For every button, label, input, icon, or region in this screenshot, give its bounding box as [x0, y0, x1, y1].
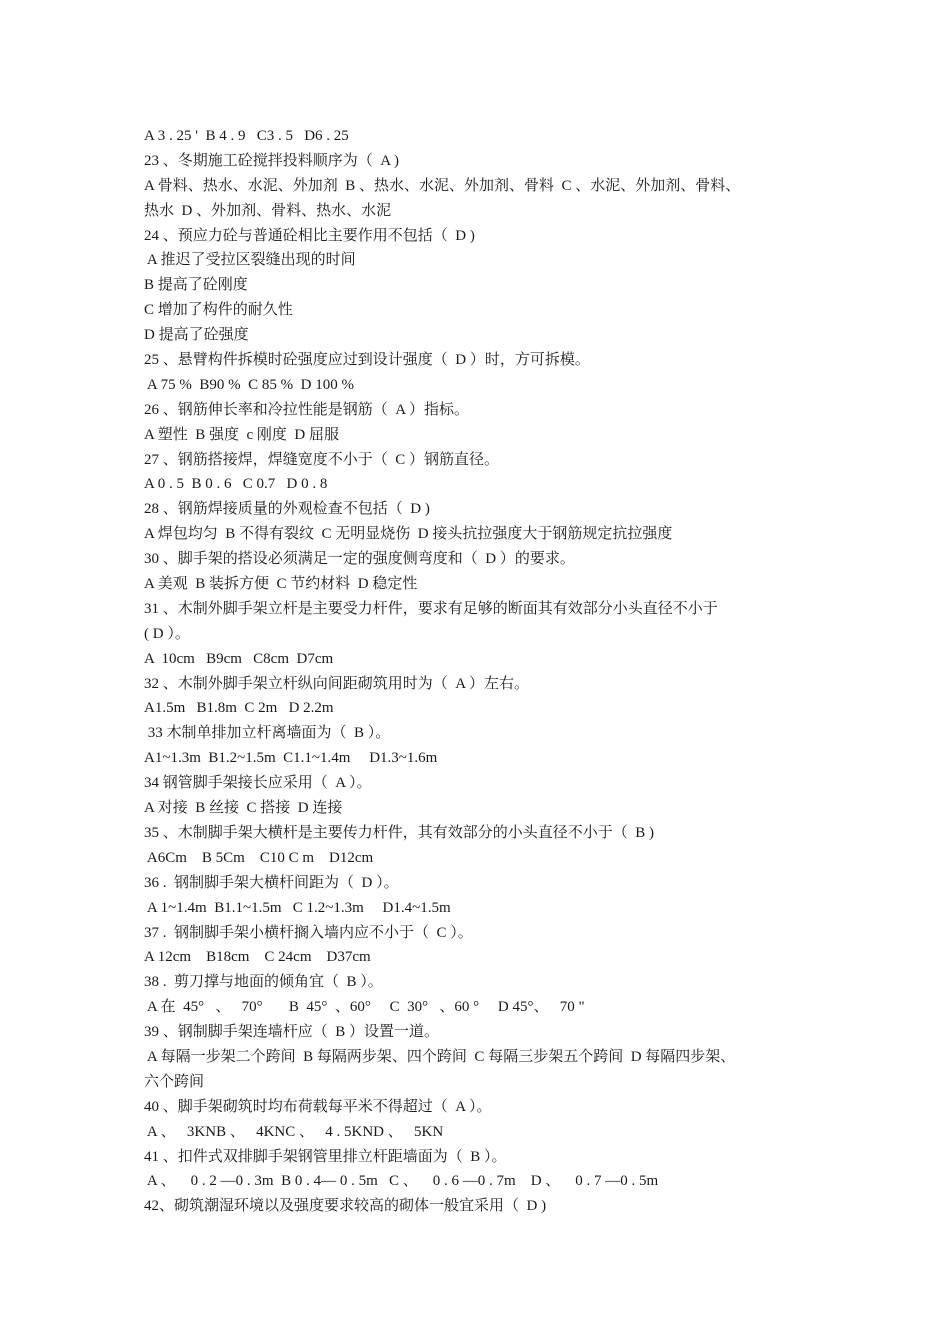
question-30: 30 、脚手架的搭设必须满足一定的强度侧弯度和（ D ）的要求。 [144, 551, 575, 568]
question-41: 41 、扣件式双排脚手架钢管里排立杆距墙面为（ B ）。 [144, 1148, 507, 1165]
text-line: A 75 % B90 % C 85 % D 100 % [144, 376, 354, 393]
question-42: 42、砌筑潮湿环境以及强度要求较高的砌体一般宜采用（ D ) [144, 1198, 547, 1215]
text-line: 六个跨间 [144, 1073, 205, 1090]
question-28: 28 、钢筋焊接质量的外观检查不包括（ D ) [144, 501, 430, 518]
text-line: A 1~1.4m B1.1~1.5m C 1.2~1.3m D1.4~1.5m [144, 899, 451, 916]
text-line: B 提高了砼刚度 [144, 277, 248, 294]
question-31: 31 、木制外脚手架立杆是主要受力杆件，要求有足够的断面其有效部分小头直径不小于 [144, 600, 718, 617]
question-33: 33 木制单排加立杆离墙面为（ B ）。 [144, 725, 391, 742]
question-27: 27 、钢筋搭接焊，焊缝宽度不小于（ C ）钢筋直径。 [144, 451, 500, 468]
document-body [144, 124, 824, 1219]
question-24: 24 、预应力砼与普通砼相比主要作用不包括（ D ) [144, 227, 475, 244]
text-line: A 在 45° 、 70° B 45° 、60° C 30° 、60 ° D 45°、 70 " [144, 999, 585, 1016]
text-line: A 塑性 B 强度 c 刚度 D 屈服 [144, 426, 340, 443]
text-line: A 3 . 25 ' B 4 . 9 C3 . 5 D6 . 25 [144, 128, 349, 144]
question-39: 39 、钢制脚手架连墙杆应（ B ）设置一道。 [144, 1024, 440, 1041]
text-line: 热水 D 、外加剂、骨料、热水、水泥 [144, 202, 392, 219]
text-line: A 推迟了受拉区裂缝出现的时间 [144, 252, 356, 269]
text-line: A 10cm B9cm C8cm D7cm [144, 650, 334, 667]
text-line: A 、 3KNB 、 4KNC 、 4 . 5KND 、 5KN [144, 1123, 444, 1140]
text-line: A1~1.3m B1.2~1.5m C1.1~1.4m D1.3~1.6m [144, 750, 438, 767]
text-line: A6Cm B 5Cm C10 C m D12cm [144, 849, 374, 866]
text-line: A1.5m B1.8m C 2m D 2.2m [144, 700, 334, 717]
question-37: 37 . 钢制脚手架小横杆搁入墙内应不小于（ C ）。 [144, 924, 473, 941]
text-line: ( D ）。 [144, 625, 190, 642]
question-38: 38 . 剪刀撑与地面的倾角宜（ B ）。 [144, 974, 383, 991]
question-25: 25 、悬臂构件拆模时砼强度应过到设计强度（ D ）时，方可拆模。 [144, 352, 590, 369]
text-line: A 焊包均匀 B 不得有裂纹 C 无明显烧伤 D 接头抗拉强度大于钢筋规定抗拉强度 [144, 526, 673, 543]
question-34: 34 钢管脚手架接长应采用（ A ）。 [144, 775, 372, 792]
question-40: 40 、脚手架砌筑时均布荷载每平米不得超过（ A ）。 [144, 1098, 492, 1115]
question-32: 32 、木制外脚手架立杆纵向间距砌筑用时为（ A ）左右。 [144, 675, 530, 692]
text-line: A 骨料、热水、水泥、外加剂 B 、热水、水泥、外加剂、骨料 C 、水泥、外加剂、骨料、 [144, 177, 741, 194]
question-23: 23 、冬期施工砼搅拌投料顺序为（ A ) [144, 152, 400, 169]
question-26: 26 、钢筋伸长率和冷拉性能是钢筋（ A ）指标。 [144, 401, 470, 418]
question-36: 36 . 钢制脚手架大横杆间距为（ D ）。 [144, 874, 399, 891]
text-line: A 、 0 . 2 —0 . 3m B 0 . 4— 0 . 5m C 、 0 . 6 —0 . 7m D 、 0 . 7 —0 . 5m [144, 1173, 659, 1190]
question-35: 35 、木制脚手架大横杆是主要传力杆件，其有效部分的小头直径不小于（ B ) [144, 824, 655, 841]
text-line: A 12cm B18cm C 24cm D37cm [144, 949, 371, 966]
text-line: A 每隔一步架二个跨间 B 每隔两步架、四个跨间 C 每隔三步架五个跨间 D 每隔四步架、 [144, 1048, 736, 1065]
text-line: A 对接 B 丝接 C 搭接 D 连接 [144, 800, 343, 817]
text-line: D 提高了砼强度 [144, 327, 249, 344]
text-line: A 美观 B 装拆方便 C 节约材料 D 稳定性 [144, 576, 418, 593]
text-line: A 0 . 5 B 0 . 6 C 0.7 D 0 . 8 [144, 476, 328, 493]
text-line: C 增加了构件的耐久性 [144, 302, 293, 319]
